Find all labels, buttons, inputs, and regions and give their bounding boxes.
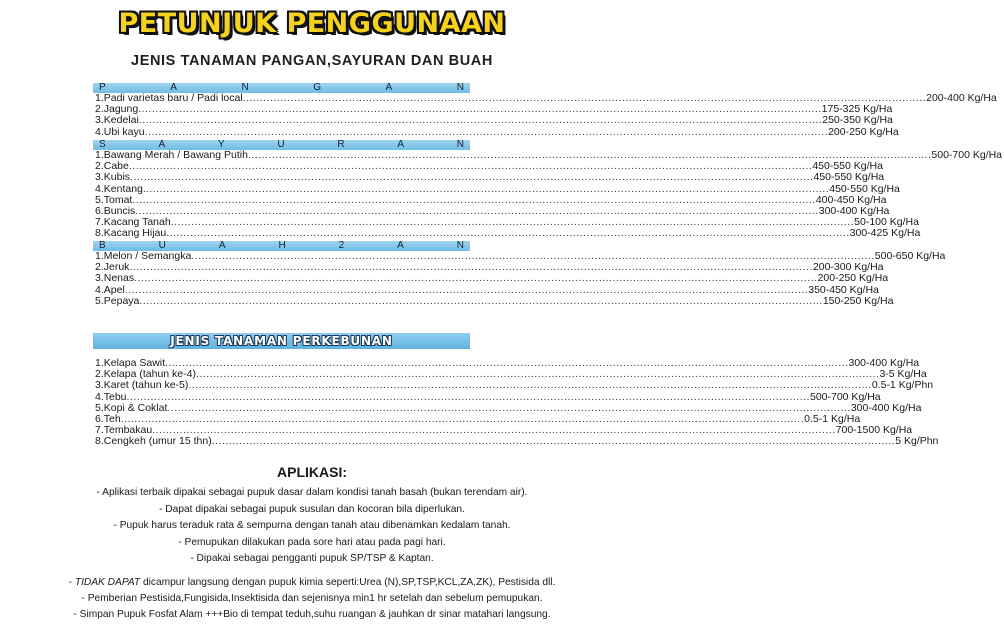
section-perkebunan [93,357,939,448]
item-label: 4.Apel [95,283,125,296]
leader-dots: ........................................................................................................................................................................................................ [145,182,830,195]
section-header-letter: G [313,82,321,93]
section-header-letter: U [158,240,166,251]
item-label: 4.Ubi kayu [95,125,145,138]
item-label: 3.Kubis [95,171,131,184]
section-header-letter: A [397,240,404,251]
item-label: 7.Tembakau [95,424,153,437]
item-label: 1.Melon / Semangka [95,250,192,262]
aplikasi-line: - Dapat dipakai sebagai pupuk susulan dan kocoran bila diperlukan. [159,504,465,515]
leader-dots: ........................................................................................................................................................................................................ [129,261,813,274]
section-buah [93,240,946,307]
item-value: 300-425 Kg/Ha [849,227,921,240]
leader-dots: ........................................................................................................................................................................................................ [124,283,809,296]
item-label: 1.Kelapa Sawit [95,357,166,369]
list-item [93,379,934,392]
leader-dots: ........................................................................................................................................................................................................ [242,92,927,104]
section-header-perkebunan: JENIS TANAMAN PERKEBUNAN [93,333,470,349]
leader-dots: ........................................................................................................................................................................................................ [152,424,836,437]
page-title: PETUNJUK PENGGUNAAN [118,8,506,39]
item-label: 8.Kacang Hijau [95,227,167,240]
item-value: 150-250 Kg/Ha [822,294,894,307]
item-value: 500-650 Kg/Ha [874,250,946,262]
list-item [93,171,885,184]
section-header-letter: A [385,82,393,93]
item-value: 300-400 Kg/Ha [818,204,890,217]
item-label: 2.Cabe [95,160,129,173]
leader-dots: ........................................................................................................................................................................................................ [126,390,810,403]
leader-dots: ........................................................................................................................................................................................................ [132,193,816,206]
section-header-letter: N [456,82,464,93]
leader-dots: ........................................................................................................................................................................................................ [138,103,822,116]
leader-dots: ........................................................................................................................................................................................................ [247,149,932,161]
section-pangan [93,82,997,138]
item-label: 7.Kacang Tanah [95,216,171,229]
item-value: 300-400 Kg/Ha [850,401,922,414]
item-value: 250-350 Kg/Ha [822,114,893,127]
section-header-letter: N [456,139,464,150]
item-label: 4.Kentang. [95,182,146,195]
item-value: 200-400 Kg/Ha [926,92,997,104]
item-value: 3-5 Kg/Ha [879,368,927,381]
section-header-letter: Y [217,139,225,150]
item-value: 5 Kg/Phn [895,435,939,448]
section-header-letter: A [218,240,226,251]
item-label: 3.Kedelai [95,114,139,127]
item-value: 350-450 Kg/Ha [808,283,879,296]
item-label: 4.Tebu [95,390,127,403]
item-value: 200-250 Kg/Ha [817,272,889,285]
item-value: 0.5-1 Kg/Ha [804,412,861,425]
aplikasi-line: - Pupuk harus teraduk rata & sempurna dengan tanah atau dibenamkan kedalam tanah. [113,520,511,531]
leader-dots: ........................................................................................................................................................................................................ [128,160,813,173]
item-value: 300-400 Kg/Ha [848,357,920,369]
leader-dots: ........................................................................................................................................................................................................ [139,294,823,307]
item-label: 5.Tomat [95,193,133,206]
aplikasi-note: - TIDAK DAPAT dicampur langsung dengan pupuk kimia seperti:Urea (N),SP,TSP,KCL,ZA,ZK), Pestisida dll. [68,577,556,588]
leader-dots: ........................................................................................................................................................................................................ [195,368,880,381]
section-header-letter: A [397,139,404,150]
item-label: 1.Padi varietas baru / Padi local [95,92,243,104]
leader-dots: ........................................................................................................................................................................................................ [191,250,875,262]
item-label: 2.Jagung [95,103,139,116]
list-item [93,435,939,448]
section-header-letter: A [158,139,166,150]
item-value: 700-1500 Kg/Ha [835,424,913,437]
section-header-letter: A [170,82,177,93]
item-label: 1.Bawang Merah / Bawang Putih [95,149,248,161]
item-value: 400-450 Kg/Ha [815,193,887,206]
list-item [93,114,893,127]
aplikasi-title: APLIKASI: [277,464,347,480]
section-header-letter: P [99,82,106,93]
item-value: 50-100 Kg/Ha [854,216,919,229]
item-label: 6.Buncis [95,204,136,217]
leader-dots: ........................................................................................................................................................................................................ [135,204,819,217]
leader-dots: ........................................................................................................................................................................................................ [120,412,805,425]
item-value: 500-700 Kg/Ha [809,390,881,403]
item-label: 2.Kelapa (tahun ke-4) [95,368,196,381]
section-header-letter: H [278,240,286,251]
item-label: 3.Nenas [95,272,135,285]
item-label: 6.Teh [95,412,121,425]
leader-dots: ........................................................................................................................................................................................................ [130,171,814,184]
item-value: 200-250 Kg/Ha [828,125,899,138]
list-item [93,294,894,307]
list-item [93,227,921,240]
section-header-letter: 2 [338,240,345,251]
aplikasi-line: - Dipakai sebagai pengganti pupuk SP/TSP & Kaptan. [190,553,434,564]
leader-dots: ........................................................................................................................................................................................................ [138,114,823,127]
item-label: 3.Karet (tahun ke-5) [95,379,189,392]
leader-dots: ........................................................................................................................................................................................................ [165,357,849,369]
page-subtitle: JENIS TANAMAN PANGAN,SAYURAN DAN BUAH [131,53,493,69]
item-value: 450-550 Kg/Ha [812,160,883,173]
item-value: 500-700 Kg/Ha [931,149,1003,161]
leader-dots: ........................................................................................................................................................................................................ [166,227,850,240]
leader-dots: ........................................................................................................................................................................................................ [170,216,855,229]
leader-dots: ........................................................................................................................................................................................................ [134,272,818,285]
item-label: 5.Kopi & Coklat [95,401,168,414]
item-label: 5.Pepaya [95,294,140,307]
leader-dots: ........................................................................................................................................................................................................ [211,435,896,448]
item-label: 2.Jeruk [95,261,130,274]
aplikasi-note: - Pemberian Pestisida,Fungisida,Insektisida dan sejenisnya min1 hr setelah dan sebelum pemupukan. [81,593,543,604]
list-item [93,272,889,285]
aplikasi-note: - Simpan Pupuk Fosfat Alam +++Bio di tempat teduh,suhu ruangan & jauhkan dr sinar matahari langsung. [73,609,551,620]
section-header-letter: N [241,82,249,93]
leader-dots: ........................................................................................................................................................................................................ [167,401,851,414]
section-header-letter: R [337,139,345,150]
item-value: 200-300 Kg/Ha [812,261,884,274]
section-header-letter: N [456,240,464,251]
item-value: 175-325 Kg/Ha [821,103,893,116]
aplikasi-line: - Pemupukan dilakukan pada sore hari atau pada pagi hari. [178,537,446,548]
list-item [93,125,899,138]
item-value: 450-550 Kg/Ha [829,182,900,195]
section-header-letter: S [99,139,106,150]
section-header-letter: B [99,240,106,251]
leader-dots: ........................................................................................................................................................................................................ [188,379,872,392]
leader-dots: ........................................................................................................................................................................................................ [144,125,829,138]
item-value: 450-550 Kg/Ha [813,171,885,184]
item-value: 0.5-1 Kg/Phn [871,379,934,392]
section-header-letter: U [277,139,285,150]
section-sayuran [93,139,1003,240]
item-label: 8.Cengkeh (umur 15 thn) [95,435,212,448]
aplikasi-line: - Aplikasi terbaik dipakai sebagai pupuk dasar dalam kondisi tanah basah (bukan terendam air). [96,487,528,498]
